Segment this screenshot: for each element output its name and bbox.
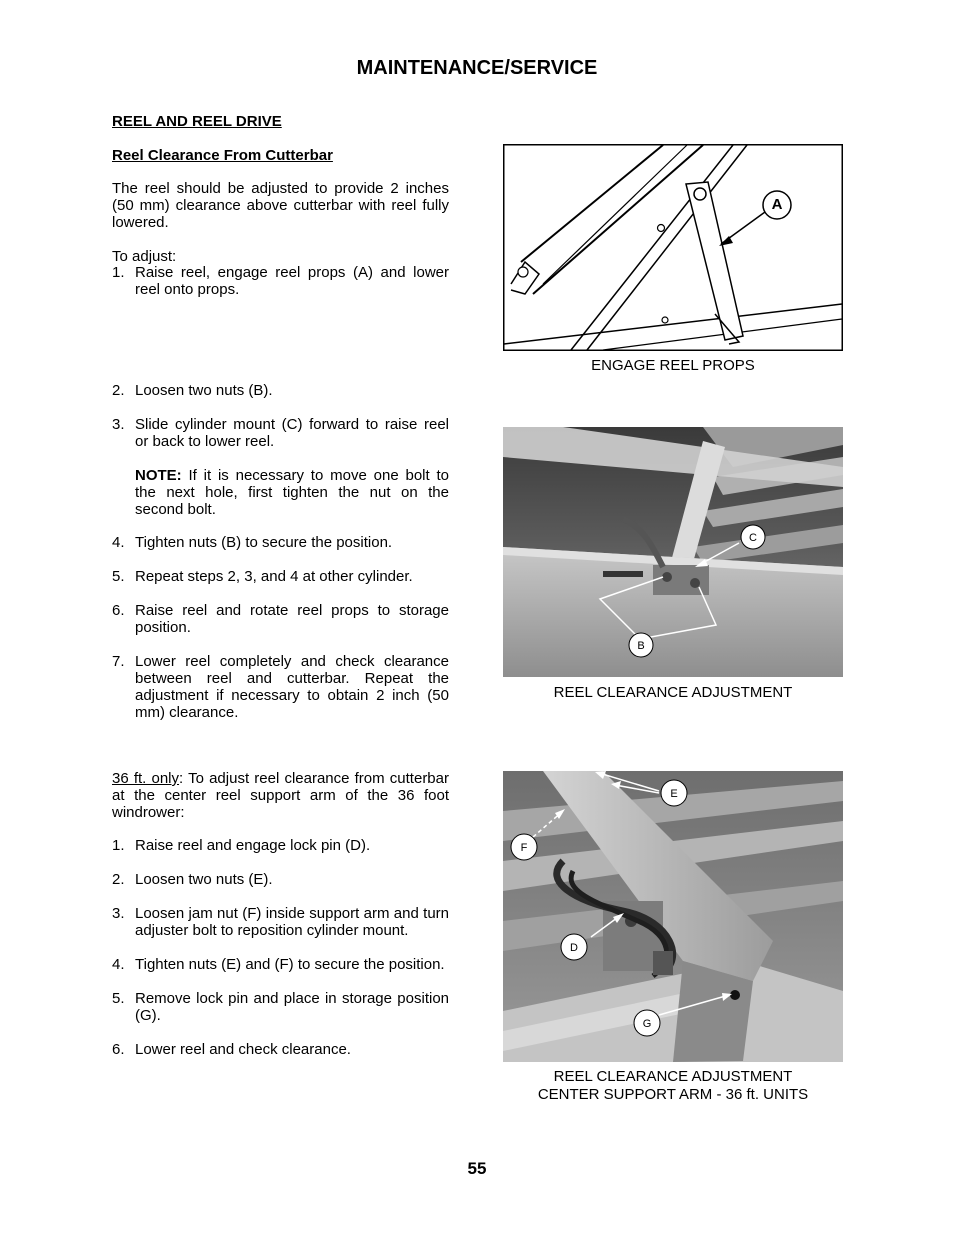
caption-line-1: REEL CLEARANCE ADJUSTMENT	[553, 1068, 793, 1085]
figure-engage-reel-props	[503, 144, 843, 351]
list-item: 3. Slide cylinder mount (C) forward to raise reel or back to lower reel.	[112, 416, 449, 450]
list-item: 2. Loosen two nuts (B).	[112, 382, 273, 399]
note-label: NOTE:	[135, 467, 182, 484]
figure-reel-clearance-adjustment	[503, 427, 843, 677]
callout-a: A	[771, 196, 783, 213]
steps-part4	[112, 837, 449, 1058]
list-item: 7. Lower reel completely and check clearance between reel and cutterbar. Repeat the adjustment if necessary to obtain 2 inch (50 mm) clearance.	[112, 653, 449, 721]
subsection-heading: Reel Clearance From Cutterbar	[112, 147, 333, 164]
caption-line-2: CENTER SUPPORT ARM - 36 ft. UNITS	[537, 1086, 809, 1103]
reel-props-drawing	[503, 144, 843, 351]
callout-d: D	[570, 942, 578, 954]
callout-c: C	[749, 532, 757, 544]
callout-e: E	[670, 788, 678, 800]
list-item: 3. Loosen jam nut (F) inside support arm and turn adjuster bolt to reposition cylinder mount.	[112, 905, 449, 939]
list-item: 6. Raise reel and rotate reel props to storage position.	[112, 602, 449, 636]
page-title: MAINTENANCE/SERVICE	[356, 57, 598, 79]
list-item: 6. Lower reel and check clearance.	[112, 1041, 351, 1058]
section-heading: REEL AND REEL DRIVE	[112, 113, 282, 130]
to-adjust-label: To adjust:	[112, 248, 177, 265]
list-item: 5. Repeat steps 2, 3, and 4 at other cylinder.	[112, 568, 413, 585]
list-item: 4. Tighten nuts (E) and (F) to secure the position.	[112, 956, 445, 973]
callout-b: B	[637, 640, 645, 652]
thirtysix-paragraph	[112, 770, 449, 821]
page-number: 55	[467, 1159, 487, 1178]
thirtysix-text: : To adjust reel clearance from cutterbar at the center reel support arm of the 36 foot windrower:	[112, 770, 449, 821]
list-item: 5. Remove lock pin and place in storage position (G).	[112, 990, 449, 1024]
caption-engage-reel-props: ENGAGE REEL PROPS	[591, 357, 755, 374]
list-item: 1. Raise reel, engage reel props (A) and lower reel onto props.	[112, 264, 449, 298]
list-item: 4. Tighten nuts (B) to secure the position.	[112, 534, 393, 551]
steps-part2	[112, 382, 449, 518]
note-text: If it is necessary to move one bolt to the next hole, first tighten the nut on the second bolt.	[135, 467, 449, 518]
list-item: 1. Raise reel and engage lock pin (D).	[112, 837, 371, 854]
caption-center-support-arm	[503, 1068, 843, 1103]
figure-center-support-arm	[503, 771, 843, 1062]
note-paragraph	[112, 467, 449, 518]
intro-paragraph: The reel should be adjusted to provide 2 inches (50 mm) clearance above cutterbar with reel fully lowered.	[112, 180, 449, 231]
list-item: 2. Loosen two nuts (E).	[112, 871, 273, 888]
caption-reel-clearance-adjustment: REEL CLEARANCE ADJUSTMENT	[553, 684, 793, 701]
callout-g: G	[642, 1018, 652, 1030]
steps-part1	[112, 264, 449, 298]
reel-clearance-photo	[503, 427, 843, 677]
thirtysix-label: 36 ft. only	[112, 770, 180, 787]
callout-f: F	[520, 842, 528, 854]
steps-part3	[112, 534, 449, 721]
center-support-arm-photo	[503, 771, 843, 1062]
